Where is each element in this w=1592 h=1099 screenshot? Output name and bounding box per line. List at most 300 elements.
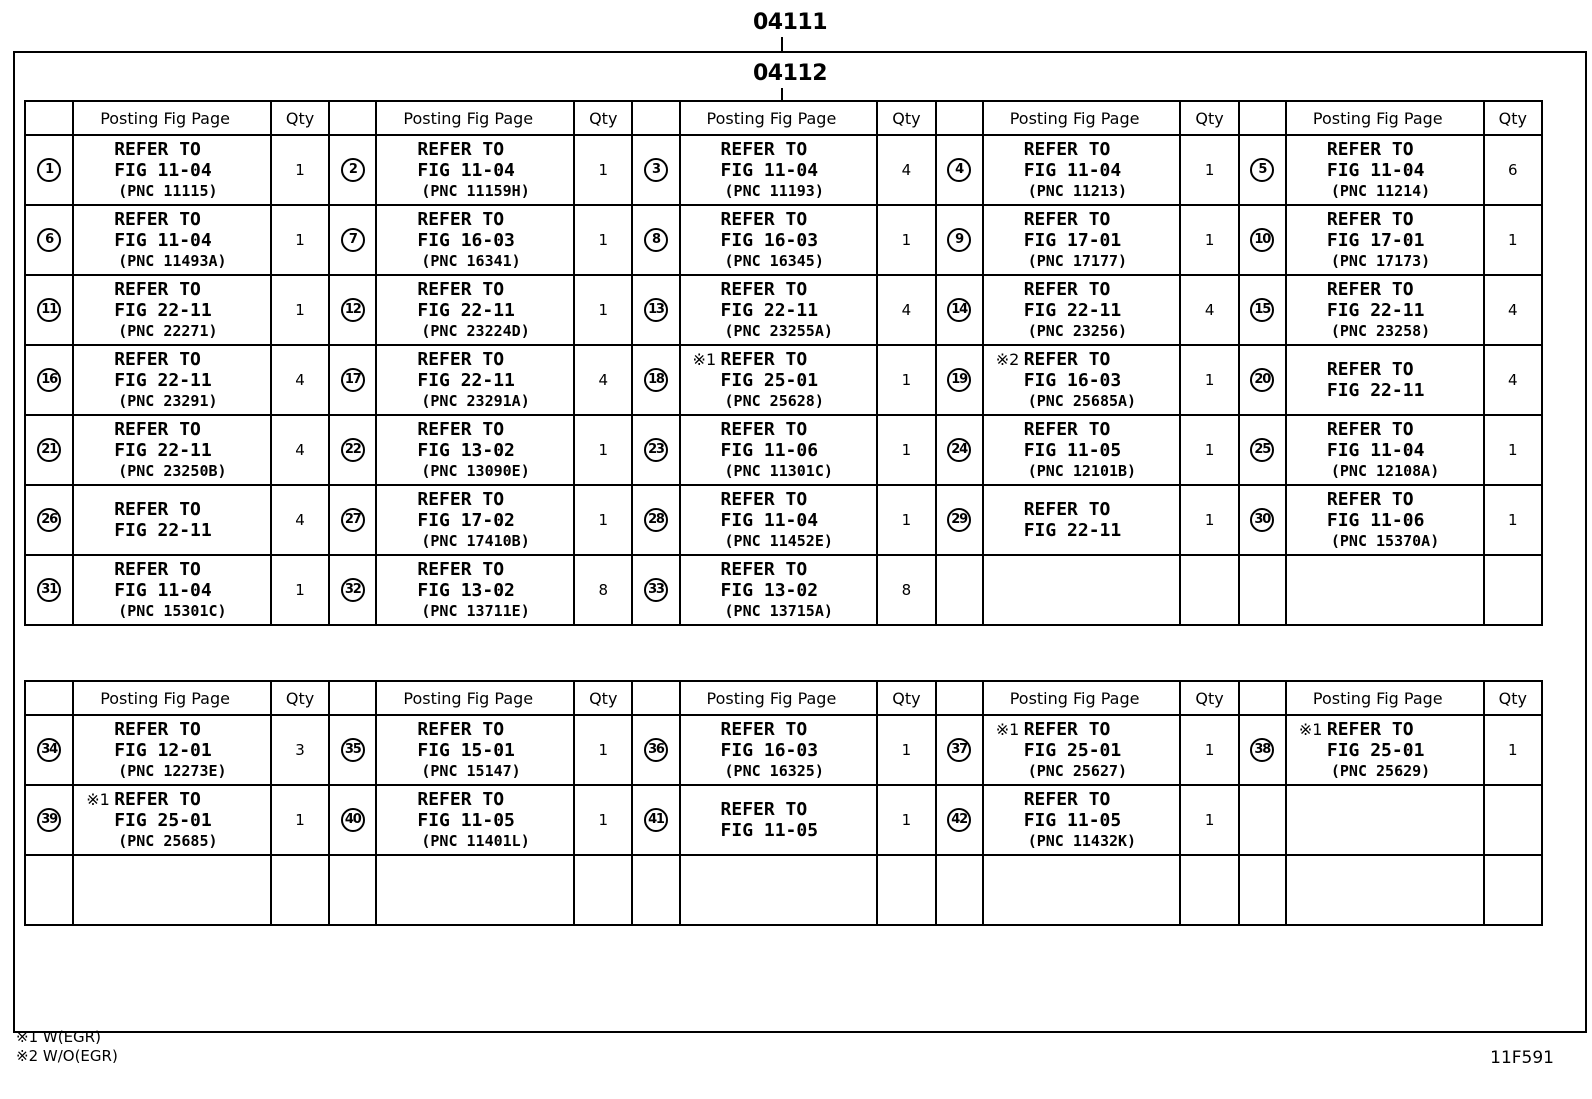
fig-reference: FIG 11-06 xyxy=(720,440,819,461)
reference-cell xyxy=(983,135,1181,205)
reference-cell xyxy=(983,205,1181,275)
item-number-cell xyxy=(1239,785,1286,855)
qty-cell: 4 xyxy=(1484,345,1542,415)
qty-header: Qty xyxy=(574,681,632,715)
qty-cell: 1 xyxy=(877,485,935,555)
pnc-reference: (PNC 17410B) xyxy=(421,532,530,550)
item-number-cell xyxy=(632,485,679,555)
reference-cell xyxy=(1286,715,1484,785)
pnc-reference: (PNC 15301C) xyxy=(118,602,227,620)
qty-cell xyxy=(1180,555,1238,625)
reference-block xyxy=(681,559,877,621)
reference-block xyxy=(984,279,1180,341)
item-number-badge: 39 xyxy=(37,808,61,832)
reference-block xyxy=(74,279,270,341)
reference-block xyxy=(74,499,270,541)
fig-reference: FIG 16-03 xyxy=(1023,370,1122,391)
qty-cell: 1 xyxy=(877,205,935,275)
reference-cell xyxy=(680,135,878,205)
pnc-reference: (PNC 16325) xyxy=(724,762,824,780)
refer-to-text: REFER TO xyxy=(114,279,201,300)
item-number-cell xyxy=(25,135,73,205)
item-number-cell xyxy=(632,135,679,205)
fig-reference: FIG 11-04 xyxy=(114,580,212,601)
parts-table-1 xyxy=(24,100,1543,626)
pnc-reference: (PNC 23250B) xyxy=(118,462,227,480)
pnc-reference: (PNC 11452E) xyxy=(724,532,833,550)
pnc-reference: (PNC 11493A) xyxy=(118,252,227,270)
item-number-badge: 38 xyxy=(1250,738,1274,762)
refer-to-text: REFER TO xyxy=(114,789,201,810)
reference-cell xyxy=(376,275,574,345)
number-header-cell xyxy=(25,681,73,715)
fig-reference: FIG 13-02 xyxy=(417,580,515,601)
reference-cell xyxy=(376,415,574,485)
pnc-reference: (PNC 25627) xyxy=(1027,762,1128,780)
item-number-cell xyxy=(936,715,983,785)
fig-reference: FIG 22-11 xyxy=(1023,520,1122,541)
fig-reference: FIG 25-01 xyxy=(114,810,212,831)
item-number-badge: 10 xyxy=(1250,228,1274,252)
reference-cell xyxy=(376,345,574,415)
reference-block xyxy=(74,209,270,271)
reference-block xyxy=(681,349,877,411)
reference-cell xyxy=(73,345,271,415)
item-number-badge: 7 xyxy=(341,228,365,252)
refer-to-text: REFER TO xyxy=(1023,499,1111,520)
refer-to-text: REFER TO xyxy=(114,499,201,520)
posting-fig-page-header: Posting Fig Page xyxy=(376,101,574,135)
item-number-cell xyxy=(329,345,376,415)
fig-reference: FIG 12-01 xyxy=(114,740,212,761)
qty-cell: 1 xyxy=(877,415,935,485)
reference-cell xyxy=(73,555,271,625)
outer-assembly-code: 04111 xyxy=(753,10,828,35)
qty-cell xyxy=(1180,855,1238,925)
qty-cell: 1 xyxy=(1180,485,1238,555)
pnc-reference: (PNC 25629) xyxy=(1330,762,1431,780)
item-number-cell xyxy=(329,205,376,275)
fig-reference: FIG 11-05 xyxy=(720,820,819,841)
item-number-cell xyxy=(1239,855,1286,925)
reference-cell xyxy=(73,205,271,275)
fig-reference: FIG 22-11 xyxy=(417,300,515,321)
item-number-cell xyxy=(632,345,679,415)
refer-to-text: REFER TO xyxy=(720,419,808,440)
fig-reference: FIG 25-01 xyxy=(1326,740,1425,761)
fig-reference: FIG 11-04 xyxy=(1023,160,1122,181)
qty-cell: 4 xyxy=(1180,275,1238,345)
reference-cell xyxy=(680,345,878,415)
item-number-badge: 19 xyxy=(947,368,971,392)
refer-to-text: REFER TO xyxy=(114,719,201,740)
item-number-badge: 24 xyxy=(947,438,971,462)
table-row xyxy=(25,135,1542,205)
pnc-reference: (PNC 23258) xyxy=(1330,322,1431,340)
pnc-reference: (PNC 12101B) xyxy=(1027,462,1137,480)
fig-reference: FIG 16-03 xyxy=(720,740,819,761)
refer-to-text: REFER TO xyxy=(720,139,808,160)
pnc-reference: (PNC 23224D) xyxy=(421,322,530,340)
item-number-badge: 6 xyxy=(37,228,61,252)
fig-reference: FIG 22-11 xyxy=(1326,300,1425,321)
item-number-cell xyxy=(1239,555,1286,625)
item-number-cell xyxy=(25,345,73,415)
fig-reference: FIG 11-04 xyxy=(720,160,819,181)
item-number-badge: 25 xyxy=(1250,438,1274,462)
reference-cell xyxy=(1286,205,1484,275)
refer-to-text: REFER TO xyxy=(1326,279,1414,300)
refer-to-text: REFER TO xyxy=(1023,139,1111,160)
item-number-cell xyxy=(1239,275,1286,345)
reference-block xyxy=(984,139,1180,201)
item-number-cell xyxy=(25,855,73,925)
reference-block xyxy=(377,349,573,411)
pnc-reference: (PNC 13090E) xyxy=(421,462,530,480)
reference-cell xyxy=(1286,135,1484,205)
item-number-cell xyxy=(632,785,679,855)
pnc-reference: (PNC 25685) xyxy=(118,832,218,850)
refer-to-text: REFER TO xyxy=(720,719,808,740)
reference-cell xyxy=(73,785,271,855)
refer-to-text: REFER TO xyxy=(1326,719,1414,740)
item-number-badge: 20 xyxy=(1250,368,1274,392)
variant-note: ※1 xyxy=(995,720,1020,739)
reference-block xyxy=(1287,139,1483,201)
parts-table-2 xyxy=(24,680,1543,926)
pnc-reference: (PNC 11432K) xyxy=(1027,832,1137,850)
reference-block xyxy=(681,209,877,271)
reference-block xyxy=(984,789,1180,851)
refer-to-text: REFER TO xyxy=(1023,349,1111,370)
qty-header: Qty xyxy=(271,681,329,715)
fig-reference: FIG 22-11 xyxy=(1326,380,1425,401)
refer-to-text: REFER TO xyxy=(417,719,505,740)
reference-block xyxy=(984,719,1180,781)
qty-cell: 1 xyxy=(271,785,329,855)
item-number-cell xyxy=(1239,485,1286,555)
item-number-badge: 41 xyxy=(644,808,668,832)
footnotes xyxy=(16,1028,118,1066)
item-number-badge: 12 xyxy=(341,298,365,322)
pnc-reference: (PNC 16341) xyxy=(421,252,521,270)
reference-block xyxy=(681,279,877,341)
item-number-cell xyxy=(1239,135,1286,205)
fig-reference: FIG 22-11 xyxy=(114,370,212,391)
variant-note: ※1 xyxy=(86,790,110,809)
refer-to-text: REFER TO xyxy=(417,419,505,440)
reference-block xyxy=(377,419,573,481)
pnc-reference: (PNC 23291A) xyxy=(421,392,530,410)
fig-reference: FIG 15-01 xyxy=(417,740,515,761)
reference-block xyxy=(984,499,1180,541)
posting-fig-page-header: Posting Fig Page xyxy=(983,101,1181,135)
reference-cell xyxy=(1286,415,1484,485)
item-number-cell xyxy=(936,555,983,625)
reference-cell xyxy=(983,855,1181,925)
refer-to-text: REFER TO xyxy=(1326,209,1414,230)
qty-cell: 1 xyxy=(1484,715,1542,785)
item-number-cell xyxy=(936,205,983,275)
item-number-badge: 31 xyxy=(37,578,61,602)
pnc-reference: (PNC 11214) xyxy=(1330,182,1431,200)
reference-cell xyxy=(680,555,878,625)
pnc-reference: (PNC 11159H) xyxy=(421,182,530,200)
refer-to-text: REFER TO xyxy=(720,559,808,580)
qty-cell: 1 xyxy=(1484,485,1542,555)
reference-cell xyxy=(1286,855,1484,925)
item-number-cell xyxy=(329,785,376,855)
fig-reference: FIG 11-04 xyxy=(417,160,515,181)
item-number-badge: 37 xyxy=(947,738,971,762)
refer-to-text: REFER TO xyxy=(720,279,808,300)
variant-note: ※2 xyxy=(995,350,1020,369)
reference-cell xyxy=(73,715,271,785)
qty-cell: 1 xyxy=(574,485,632,555)
qty-cell: 4 xyxy=(877,275,935,345)
qty-cell: 1 xyxy=(271,205,329,275)
refer-to-text: REFER TO xyxy=(417,559,505,580)
item-number-cell xyxy=(329,555,376,625)
item-number-badge: 17 xyxy=(341,368,365,392)
footnote-2: ※2 W/O(EGR) xyxy=(16,1047,118,1065)
item-number-badge: 1 xyxy=(37,158,61,182)
refer-to-text: REFER TO xyxy=(417,139,505,160)
item-number-cell xyxy=(25,715,73,785)
item-number-cell xyxy=(632,855,679,925)
reference-block xyxy=(1287,419,1483,481)
refer-to-text: REFER TO xyxy=(1326,419,1414,440)
qty-cell: 1 xyxy=(574,785,632,855)
qty-cell: 1 xyxy=(271,555,329,625)
qty-cell xyxy=(271,855,329,925)
refer-to-text: REFER TO xyxy=(1023,279,1111,300)
fig-reference: FIG 22-11 xyxy=(417,370,515,391)
item-number-cell xyxy=(329,855,376,925)
item-number-cell xyxy=(936,485,983,555)
qty-header: Qty xyxy=(574,101,632,135)
refer-to-text: REFER TO xyxy=(720,489,808,510)
reference-cell xyxy=(73,415,271,485)
qty-header: Qty xyxy=(877,681,935,715)
reference-cell xyxy=(1286,555,1484,625)
pnc-reference: (PNC 11301C) xyxy=(724,462,833,480)
number-header-cell xyxy=(329,101,376,135)
refer-to-text: REFER TO xyxy=(720,209,808,230)
refer-to-text: REFER TO xyxy=(720,799,808,820)
reference-cell xyxy=(983,485,1181,555)
reference-block xyxy=(377,489,573,551)
reference-cell xyxy=(376,555,574,625)
refer-to-text: REFER TO xyxy=(1326,139,1414,160)
reference-block xyxy=(681,799,877,841)
refer-to-text: REFER TO xyxy=(114,559,201,580)
item-number-badge: 34 xyxy=(37,738,61,762)
fig-reference: FIG 11-04 xyxy=(720,510,819,531)
item-number-cell xyxy=(936,275,983,345)
reference-cell xyxy=(1286,785,1484,855)
fig-reference: FIG 11-04 xyxy=(1326,440,1425,461)
item-number-cell xyxy=(632,415,679,485)
item-number-cell xyxy=(1239,205,1286,275)
figure-id: 11F591 xyxy=(1490,1048,1554,1068)
qty-cell: 4 xyxy=(271,415,329,485)
item-number-badge: 4 xyxy=(947,158,971,182)
table-row xyxy=(25,275,1542,345)
item-number-badge: 21 xyxy=(37,438,61,462)
item-number-cell xyxy=(25,205,73,275)
fig-reference: FIG 22-11 xyxy=(720,300,819,321)
fig-reference: FIG 11-04 xyxy=(1326,160,1425,181)
header-row xyxy=(25,101,1542,135)
refer-to-text: REFER TO xyxy=(114,349,201,370)
pnc-reference: (PNC 13711E) xyxy=(421,602,530,620)
reference-cell xyxy=(73,855,271,925)
item-number-cell xyxy=(1239,415,1286,485)
qty-cell: 1 xyxy=(1180,345,1238,415)
reference-block xyxy=(984,209,1180,271)
qty-cell: 4 xyxy=(1484,275,1542,345)
qty-cell xyxy=(1484,855,1542,925)
refer-to-text: REFER TO xyxy=(114,139,201,160)
refer-to-text: REFER TO xyxy=(1023,719,1111,740)
qty-header: Qty xyxy=(1484,101,1542,135)
refer-to-text: REFER TO xyxy=(1326,359,1414,380)
item-number-badge: 26 xyxy=(37,508,61,532)
pnc-reference: (PNC 17177) xyxy=(1027,252,1128,270)
pnc-reference: (PNC 25628) xyxy=(724,392,824,410)
item-number-cell xyxy=(25,555,73,625)
reference-cell xyxy=(680,275,878,345)
qty-cell: 1 xyxy=(271,275,329,345)
reference-cell xyxy=(983,555,1181,625)
reference-cell xyxy=(1286,345,1484,415)
item-number-badge: 18 xyxy=(644,368,668,392)
refer-to-text: REFER TO xyxy=(1326,489,1414,510)
reference-cell xyxy=(680,205,878,275)
reference-block xyxy=(1287,489,1483,551)
item-number-cell xyxy=(632,275,679,345)
qty-cell: 1 xyxy=(574,715,632,785)
reference-cell xyxy=(73,485,271,555)
item-number-badge: 30 xyxy=(1250,508,1274,532)
item-number-cell xyxy=(632,555,679,625)
number-header-cell xyxy=(632,681,679,715)
reference-cell xyxy=(73,275,271,345)
fig-reference: FIG 13-02 xyxy=(720,580,819,601)
reference-block xyxy=(984,349,1180,411)
item-number-cell xyxy=(25,485,73,555)
fig-reference: FIG 22-11 xyxy=(114,300,212,321)
qty-cell: 4 xyxy=(574,345,632,415)
number-header-cell xyxy=(632,101,679,135)
pnc-reference: (PNC 17173) xyxy=(1330,252,1431,270)
reference-cell xyxy=(680,485,878,555)
qty-cell: 1 xyxy=(1484,205,1542,275)
number-header-cell xyxy=(936,681,983,715)
fig-reference: FIG 11-05 xyxy=(417,810,515,831)
number-header-cell xyxy=(25,101,73,135)
pnc-reference: (PNC 11115) xyxy=(118,182,218,200)
fig-reference: FIG 11-04 xyxy=(114,160,212,181)
qty-cell: 1 xyxy=(1180,135,1238,205)
reference-cell xyxy=(983,275,1181,345)
item-number-badge: 33 xyxy=(644,578,668,602)
reference-block xyxy=(1287,359,1483,401)
reference-cell xyxy=(73,135,271,205)
number-header-cell xyxy=(1239,681,1286,715)
refer-to-text: REFER TO xyxy=(1023,789,1111,810)
qty-cell: 4 xyxy=(271,345,329,415)
pnc-reference: (PNC 23256) xyxy=(1027,322,1128,340)
item-number-badge: 36 xyxy=(644,738,668,762)
table-row xyxy=(25,785,1542,855)
pnc-reference: (PNC 15147) xyxy=(421,762,521,780)
pnc-reference: (PNC 11193) xyxy=(724,182,824,200)
reference-block xyxy=(74,559,270,621)
table-row xyxy=(25,415,1542,485)
item-number-cell xyxy=(936,135,983,205)
item-number-cell xyxy=(329,715,376,785)
item-number-cell xyxy=(936,855,983,925)
fig-reference: FIG 17-01 xyxy=(1023,230,1122,251)
item-number-badge: 22 xyxy=(341,438,365,462)
qty-cell: 8 xyxy=(877,555,935,625)
posting-fig-page-header: Posting Fig Page xyxy=(1286,101,1484,135)
item-number-badge: 2 xyxy=(341,158,365,182)
reference-block xyxy=(377,789,573,851)
qty-header: Qty xyxy=(1484,681,1542,715)
reference-block xyxy=(1287,719,1483,781)
posting-fig-page-header: Posting Fig Page xyxy=(680,681,878,715)
qty-cell: 1 xyxy=(1484,415,1542,485)
qty-header: Qty xyxy=(271,101,329,135)
qty-cell: 1 xyxy=(877,715,935,785)
reference-cell xyxy=(376,135,574,205)
reference-cell xyxy=(680,855,878,925)
fig-reference: FIG 22-11 xyxy=(114,520,212,541)
reference-cell xyxy=(376,205,574,275)
table-row xyxy=(25,555,1542,625)
reference-block xyxy=(984,419,1180,481)
reference-cell xyxy=(376,785,574,855)
item-number-cell xyxy=(1239,715,1286,785)
variant-note: ※1 xyxy=(1298,720,1323,739)
reference-cell xyxy=(1286,485,1484,555)
refer-to-text: REFER TO xyxy=(114,419,201,440)
fig-reference: FIG 25-01 xyxy=(1023,740,1122,761)
fig-reference: FIG 11-05 xyxy=(1023,440,1122,461)
posting-fig-page-header: Posting Fig Page xyxy=(680,101,878,135)
fig-reference: FIG 13-02 xyxy=(417,440,515,461)
item-number-badge: 32 xyxy=(341,578,365,602)
fig-reference: FIG 22-11 xyxy=(1023,300,1122,321)
qty-cell xyxy=(877,855,935,925)
qty-cell: 1 xyxy=(574,415,632,485)
qty-cell: 4 xyxy=(271,485,329,555)
number-header-cell xyxy=(936,101,983,135)
item-number-cell xyxy=(632,715,679,785)
item-number-cell xyxy=(329,135,376,205)
reference-cell xyxy=(376,485,574,555)
table-row xyxy=(25,485,1542,555)
refer-to-text: REFER TO xyxy=(417,349,505,370)
qty-cell xyxy=(574,855,632,925)
fig-reference: FIG 11-05 xyxy=(1023,810,1122,831)
item-number-badge: 14 xyxy=(947,298,971,322)
qty-cell: 6 xyxy=(1484,135,1542,205)
pnc-reference: (PNC 12108A) xyxy=(1330,462,1440,480)
